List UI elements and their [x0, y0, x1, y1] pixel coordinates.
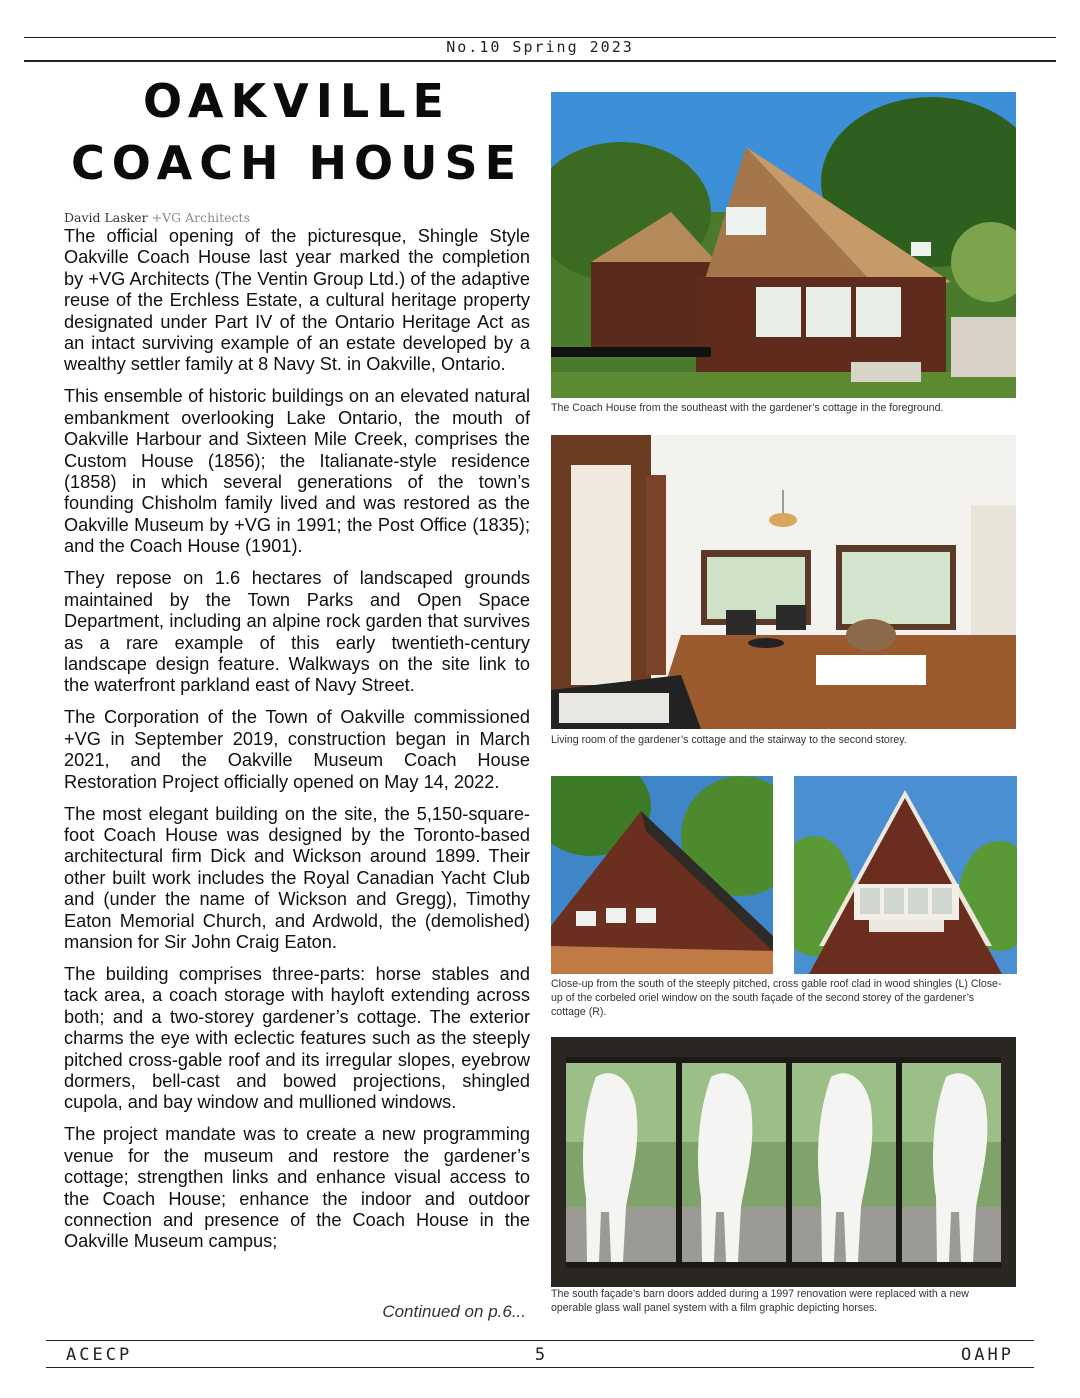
- header-rule-bottom: [24, 60, 1056, 62]
- footer-rule-top: [46, 1340, 1034, 1341]
- body-paragraph: The Corporation of the Town of Oakville commissioned +VG in September 2019, construction began in March 2021, and the Oakville Museum Coach House Restoration Project officially opened on May 14, 2022.: [64, 707, 530, 792]
- author-firm: +VG Architects: [151, 210, 250, 225]
- footer-right-label: OAHP: [961, 1345, 1014, 1365]
- photo1-caption: The Coach House from the southeast with the gardener’s cottage in the foreground.: [551, 402, 944, 414]
- body-paragraph: The project mandate was to create a new programming venue for the museum and restore the gardener’s cottage; strengthen links and enhance visual access to the Coach House; enhance the indoor and outdoor connection and presence of the Coach House in the Oakville Museum campus;: [64, 1124, 530, 1252]
- photo34-caption: Close-up from the south of the steeply pitched, cross gable roof clad in wood shingles (L) Close-up of the corbeled oriel window on the south façade of the second storey of the gardener’s cottage (R).: [551, 978, 1002, 1018]
- footer-rule-bottom: [46, 1367, 1034, 1368]
- footer-left-label: ACECP: [66, 1345, 133, 1365]
- photo5-caption: The south façade’s barn doors added during a 1997 renovation were replaced with a new operable glass wall panel system with a film graphic depicting horses.: [551, 1288, 969, 1314]
- living-room-photo: [551, 435, 1016, 729]
- body-paragraph: They repose on 1.6 hectares of landscaped grounds maintained by the Town Parks and Open Space Department, including an alpine rock garden that survives as a rare example of this early twentieth-century landscape design feature. Walkways on the site link to the waterfront parkland east of Navy Street.: [64, 568, 530, 696]
- glass-wall-photo: [551, 1037, 1016, 1287]
- oriel-window-photo: [794, 776, 1017, 974]
- roof-closeup-photo: [551, 776, 773, 974]
- article-title-line2: COACH HOUSE: [70, 136, 523, 190]
- article-title-line1: OAKVILLE: [143, 74, 451, 128]
- body-paragraph: The most elegant building on the site, the 5,150-square-foot Coach House was designed by the Toronto-based architectural firm Dick and Wickson around 1899. Their other built work includes the Royal Canadian Yacht Club and (under the name of Wickson and Gregg), Timothy Eaton Memorial Church, and Ardwold, the (demolished) mansion for Sir John Craig Eaton.: [64, 803, 530, 952]
- continued-note: Continued on p.6...: [382, 1302, 526, 1321]
- author-name: David Lasker: [64, 210, 148, 225]
- article-body: [64, 226, 530, 1263]
- body-paragraph: The building comprises three-parts: horse stables and tack area, a coach storage with hayloft extending across both; and a two-storey gardener’s cottage. The exterior charms the eye with eclectic features such as the steeply pitched cross-gable roof and its irregular slopes, eyebrow dormers, bell-cast and bowed projections, shingled cupola, and bay window and mullioned windows.: [64, 963, 530, 1113]
- body-paragraph: This ensemble of historic buildings on an elevated natural embankment overlooking Lake Ontario, the mouth of Oakville Harbour and Sixteen Mile Creek, comprises the Custom House (1856); the Italianate-style residence (1858) in which several generations of the town’s founding Chisholm family lived and was restored as the Oakville Museum by +VG in 1991; the Post Office (1835); and the Coach House (1901).: [64, 386, 530, 557]
- coach-house-exterior-photo: [551, 92, 1016, 398]
- body-paragraph: The official opening of the picturesque, Shingle Style Oakville Coach House last year marked the completion by +VG Architects (The Ventin Group Ltd.) of the adaptive reuse of the Erchless Estate, a cultural heritage property designated under Part IV of the Ontario Heritage Act as an intact surviving example of an estate developed by a wealthy settler family at 8 Navy St. in Oakville, Ontario.: [64, 226, 530, 375]
- byline: [64, 210, 250, 225]
- page-number: 5: [534, 1345, 546, 1365]
- photo2-caption: Living room of the gardener’s cottage and the stairway to the second storey.: [551, 734, 907, 746]
- issue-label: No.10 Spring 2023: [446, 38, 634, 56]
